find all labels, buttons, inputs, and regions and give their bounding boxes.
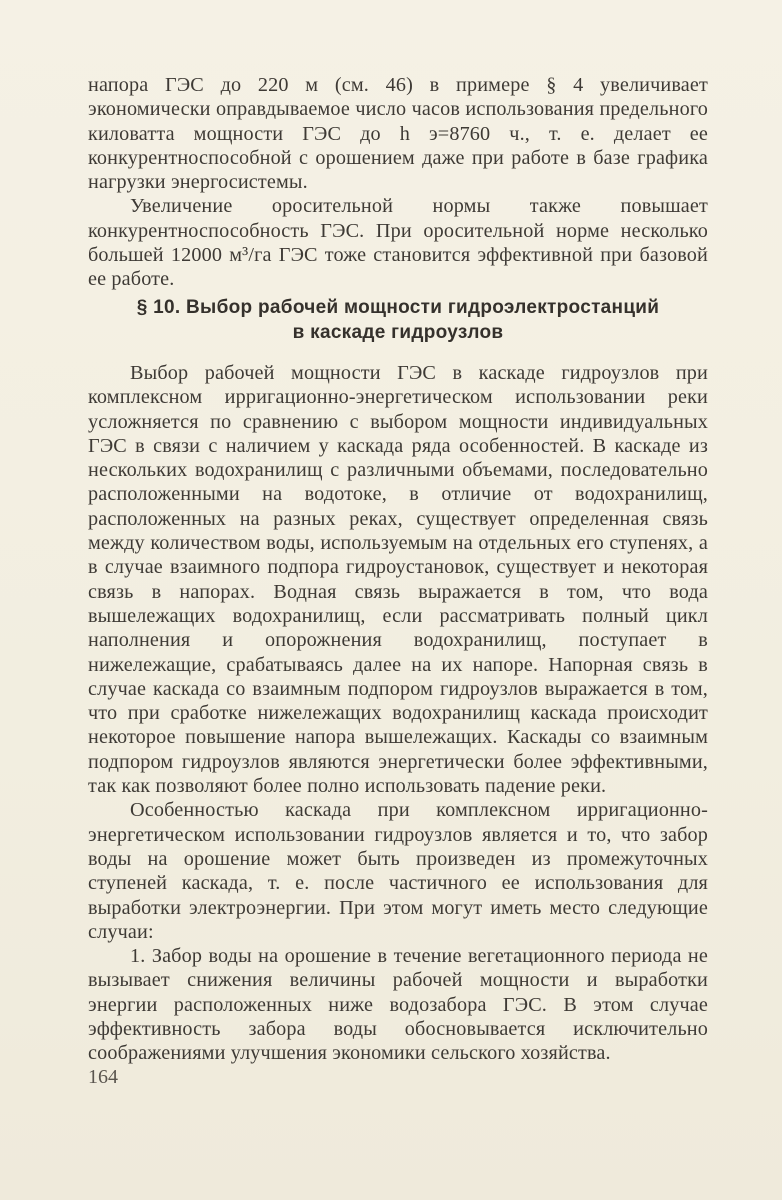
top-text-block	[88, 73, 708, 292]
paragraph-continued: напора ГЭС до 220 м (см. 46) в примере § 4 увеличивает экономически оправдываемое число часов использования предельного киловатта мощности ГЭС до h э=8760 ч., т. е. делает ее конкурентноспособной с орошением даже при работе в базе графика нагрузки энергосистемы.	[88, 74, 708, 194]
paragraph-irrigation-norm: Увеличение оросительной нормы также повышает конкурентноспособность ГЭС. При оросительной норме несколько большей 12000 м³/га ГЭС тоже становится эффективной при базовой ее работе.	[88, 195, 708, 291]
section-title-line1: § 10. Выбор рабочей мощности гидроэлектростанций	[136, 297, 660, 318]
paragraph-cascade-feature: Особенностью каскада при комплексном ирригационно-энергетическом использовании гидроузлов является и то, что забор воды на орошение может быть произведен из промежуточных ступеней каскада, т. е. после частичного ее использования для выработки электроэнергии. При этом могут иметь место следующие случаи:	[88, 799, 708, 943]
paragraph-cascade-choice: Выбор рабочей мощности ГЭС в каскаде гидроузлов при комплексном ирригационно-энергетическом использовании реки усложняется по сравнению с выбором мощности индивидуальных ГЭС в связи с наличием у каскада ряда особенностей. В каскаде из нескольких водохранилищ с различными объемами, последовательно расположенными на водотоке, в отличие от водохранилищ, расположенных на разных реках, существует определенная связь между количеством воды, используемым на отдельных его ступенях, а в случае взаимного подпора гидроустановок, существует и некоторая связь в напорах. Водная связь выражается в том, что вода вышележащих водохранилищ, если рассматривать полный цикл наполнения и опорожнения водохранилищ, поступает в нижележащие, срабатываясь далее на их напоре. Напорная связь в случае каскада со взаимным подпором гидроузлов выражается в том, что при сработке нижележащих водохранилищ каскада происходит некоторое повышение напора вышележащих. Каскады со взаимным подпором гидроузлов являются энергетически более эффективными, так как позволяют более полно использовать падение реки.	[88, 362, 708, 798]
section-title-line2: в каскаде гидроузлов	[292, 322, 504, 343]
body-text-block	[88, 361, 708, 1066]
page-number: 164	[88, 1066, 118, 1088]
paragraph-case-1: 1. Забор воды на орошение в течение вегетационного периода не вызывает снижения величины рабочей мощности и выработки энергии расположенных ниже водозабора ГЭС. В этом случае эффективность забора воды обосновывается исключительно соображениями улучшения экономики сельского хозяйства.	[88, 945, 708, 1065]
section-heading	[88, 295, 708, 345]
